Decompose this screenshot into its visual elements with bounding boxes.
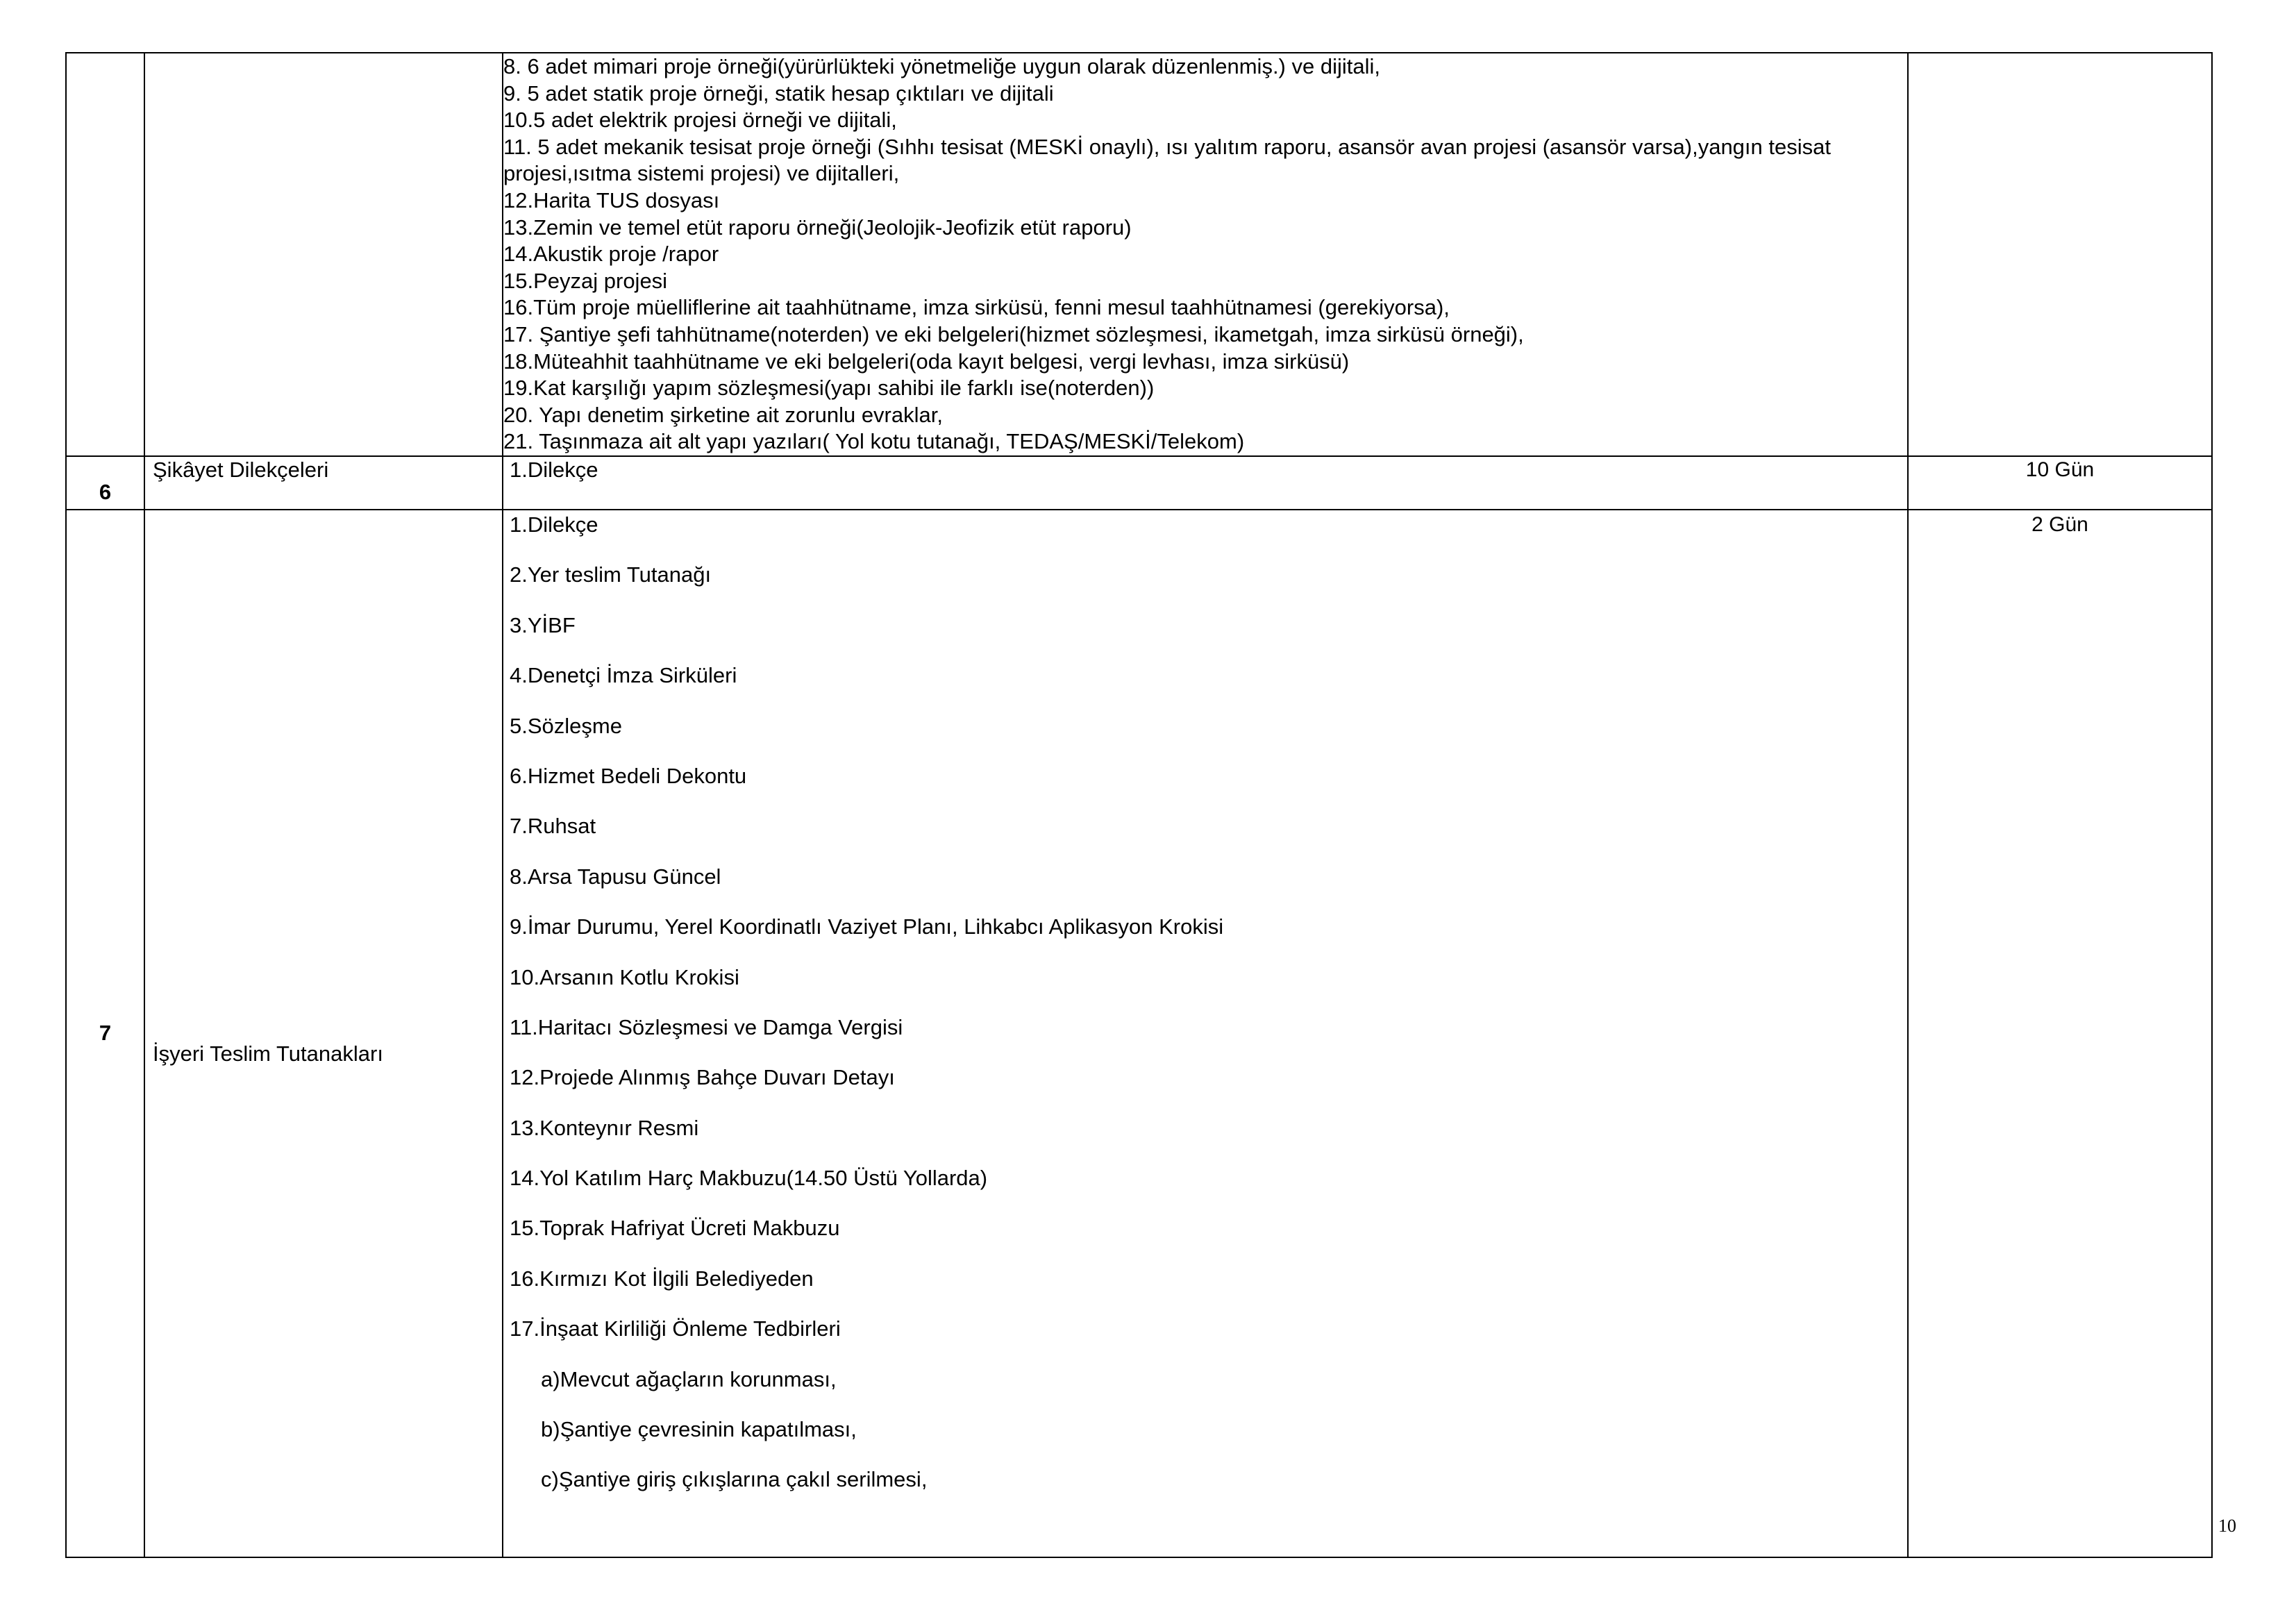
service-name: Şikâyet Dilekçeleri bbox=[144, 456, 503, 510]
table-row-7 bbox=[66, 510, 2212, 1557]
document-item: 14.Yol Katılım Harç Makbuzu(14.50 Üstü Yollarda) bbox=[510, 1166, 988, 1191]
services-table bbox=[65, 52, 2213, 1558]
document-item: 6.Hizmet Bedeli Dekontu bbox=[510, 763, 747, 788]
row-number: 6 bbox=[66, 456, 144, 510]
document-item: 18.Müteahhit taahhütname ve eki belgeleri(oda kayıt belgesi, vergi levhası, imza sirküsü) bbox=[503, 349, 1350, 374]
document-item: 13.Zemin ve temel etüt raporu örneği(Jeolojik-Jeofizik etüt raporu) bbox=[503, 215, 1132, 240]
document-item: 7.Ruhsat bbox=[510, 814, 596, 839]
document-item: 12.Harita TUS dosyası bbox=[503, 187, 720, 212]
service-name-cell bbox=[144, 53, 503, 456]
document-item: 14.Akustik proje /rapor bbox=[503, 242, 719, 267]
document-subitem: b)Şantiye çevresinin kapatılması, bbox=[541, 1417, 857, 1442]
required-documents-cell bbox=[503, 510, 1908, 1557]
document-item: 16.Tüm proje müelliflerine ait taahhütname, imza sirküsü, fenni mesul taahhütnamesi (gerekiyorsa), bbox=[503, 295, 1450, 320]
required-documents-cell bbox=[503, 456, 1908, 510]
document-item: 10.Arsanın Kotlu Krokisi bbox=[510, 964, 739, 989]
table-row-6 bbox=[66, 456, 2212, 510]
page-number: 10 bbox=[2218, 1516, 2236, 1536]
document-item: 8. 6 adet mimari proje örneği(yürürlükteki yönetmeliğe uygun olarak düzenlenmiş.) ve dijitali, bbox=[503, 54, 1380, 78]
document-item: 12.Projede Alınmış Bahçe Duvarı Detayı bbox=[510, 1065, 895, 1090]
document-subitem: a)Mevcut ağaçların korunması, bbox=[541, 1366, 837, 1391]
document-item: 20. Yapı denetim şirketine ait zorunlu evraklar, bbox=[503, 402, 943, 427]
row-number: 7 bbox=[66, 510, 144, 1557]
completion-time: 10 Gün bbox=[1908, 456, 2212, 510]
document-item: 17.İnşaat Kirliliği Önleme Tedbirleri bbox=[510, 1316, 841, 1341]
completion-time-cell bbox=[1908, 53, 2212, 456]
document-item: 1.Dilekçe bbox=[510, 512, 598, 537]
document-item: 21. Taşınmaza ait alt yapı yazıları( Yol kotu tutanağı, TEDAŞ/MESKİ/Telekom) bbox=[503, 429, 1245, 454]
required-documents-cell bbox=[503, 53, 1908, 456]
document-item: 8.Arsa Tapusu Güncel bbox=[510, 864, 721, 889]
document-item: 11. 5 adet mekanik tesisat proje örneği (Sıhhı tesisat (MESKİ onaylı), ısı yalıtım raporu, asansör avan projesi (asansör varsa),yangın tesisat projesi,ısıtma sistemi projesi) ve dijitalleri, bbox=[503, 134, 1831, 186]
document-item: 9.İmar Durumu, Yerel Koordinatlı Vaziyet Planı, Lihkabcı Aplikasyon Krokisi bbox=[510, 914, 1224, 939]
document-item: 15.Peyzaj projesi bbox=[503, 268, 668, 293]
table-row-continued bbox=[66, 53, 2212, 456]
document-item: 10.5 adet elektrik projesi örneği ve dijitali, bbox=[503, 108, 897, 133]
document-item: 16.Kırmızı Kot İlgili Belediyeden bbox=[510, 1266, 814, 1291]
document-item: 4.Denetçi İmza Sirküleri bbox=[510, 663, 737, 688]
document-subitem: c)Şantiye giriş çıkışlarına çakıl serilmesi, bbox=[541, 1467, 928, 1492]
service-name: İşyeri Teslim Tutanakları bbox=[144, 510, 503, 1557]
document-item: 5.Sözleşme bbox=[510, 713, 622, 738]
document-item: 13.Konteynır Resmi bbox=[510, 1115, 699, 1140]
document-item: 3.YİBF bbox=[510, 612, 576, 637]
completion-time: 2 Gün bbox=[1908, 510, 2212, 1557]
row-number-cell bbox=[66, 53, 144, 456]
document-item: 19.Kat karşılığı yapım sözleşmesi(yapı sahibi ile farklı ise(noterden)) bbox=[503, 376, 1155, 401]
document-item: 1.Dilekçe bbox=[510, 458, 598, 482]
document-item: 11.Haritacı Sözleşmesi ve Damga Vergisi bbox=[510, 1014, 903, 1039]
document-item: 17. Şantiye şefi tahhütname(noterden) ve eki belgeleri(hizmet sözleşmesi, ikametgah, imza sirküsü örneği), bbox=[503, 321, 1524, 346]
document-item: 15.Toprak Hafriyat Ücreti Makbuzu bbox=[510, 1216, 840, 1241]
document-item: 2.Yer teslim Tutanağı bbox=[510, 562, 712, 587]
document-item: 9. 5 adet statik proje örneği, statik hesap çıktıları ve dijitali bbox=[503, 81, 1054, 106]
